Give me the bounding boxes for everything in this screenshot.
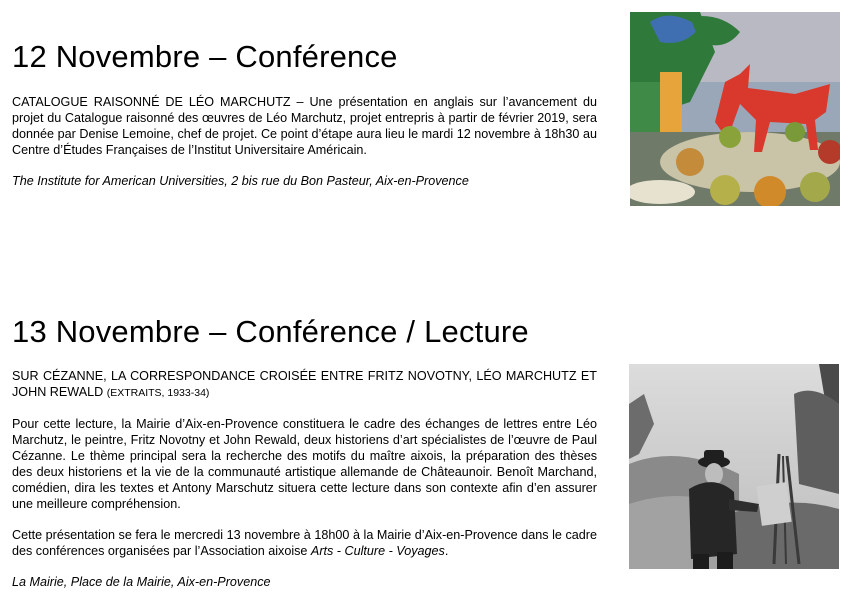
event-13-novembre (12, 313, 597, 590)
event-2-details-prefix: Cette présentation se fera le mercredi 13 novembre à 18h00 à la Mairie d’Aix-en-Provence dans le cadre des conférences organisées par l’Association aixoise (12, 528, 597, 558)
event-2-subtitle (12, 368, 597, 401)
event-2-details-suffix: . (444, 544, 449, 558)
event-1-description: CATALOGUE RAISONNÉ DE LÉO MARCHUTZ – Une présentation en anglais sur l’avancement du projet du Catalogue raisonné des œuvres de Léo Marchutz, projet entrepris à partir de février 2019, sera donnée par Denise Lemoine, chef de projet. Ce point d’étape aura lieu le mardi 12 novembre à 18h30 au Centre d’Études Françaises de l’Institut Universitaire Américain. (12, 95, 597, 157)
event-1-heading: 12 Novembre – Conférence (12, 39, 398, 74)
event-2-details (12, 527, 597, 559)
event-12-novembre (12, 38, 597, 189)
event-1-address: The Institute for American Universities, 2 bis rue du Bon Pasteur, Aix-en-Provence (12, 174, 469, 188)
event-2-description: Pour cette lecture, la Mairie d’Aix-en-Provence constituera le cadre des échanges de lettres entre Léo Marchutz, le peintre, Fritz Novotny et John Rewald, deux historiens d’art spécialistes de l’œuvre de Paul Cézanne. Le thème principal sera la recherche des motifs du maître aixois, la préparation des thèses des deux historiens et la vie de la communauté artistique allemande de Châteaunoir. Benoît Marchand, comédien, dira les textes et Antony Marschutz situera cette lecture dans son contexte afin d’en assurer une meilleure compréhension. (12, 417, 597, 511)
event-2-subtitle-text: SUR CÉZANNE, LA CORRESPONDANCE CROISÉE ENTRE FRITZ NOVOTNY, LÉO MARCHUTZ ET JOHN REWALD (12, 369, 597, 399)
marchutz-horse-painting (630, 12, 840, 206)
association-name: Arts - Culture - Voyages (310, 544, 445, 558)
event-2-subtitle-note: (EXTRAITS, 1933-34) (106, 387, 210, 399)
event-2-address: La Mairie, Place de la Mairie, Aix-en-Provence (12, 575, 271, 589)
cezanne-painter-photo (629, 364, 839, 569)
event-2-heading: 13 Novembre – Conférence / Lecture (12, 314, 529, 349)
